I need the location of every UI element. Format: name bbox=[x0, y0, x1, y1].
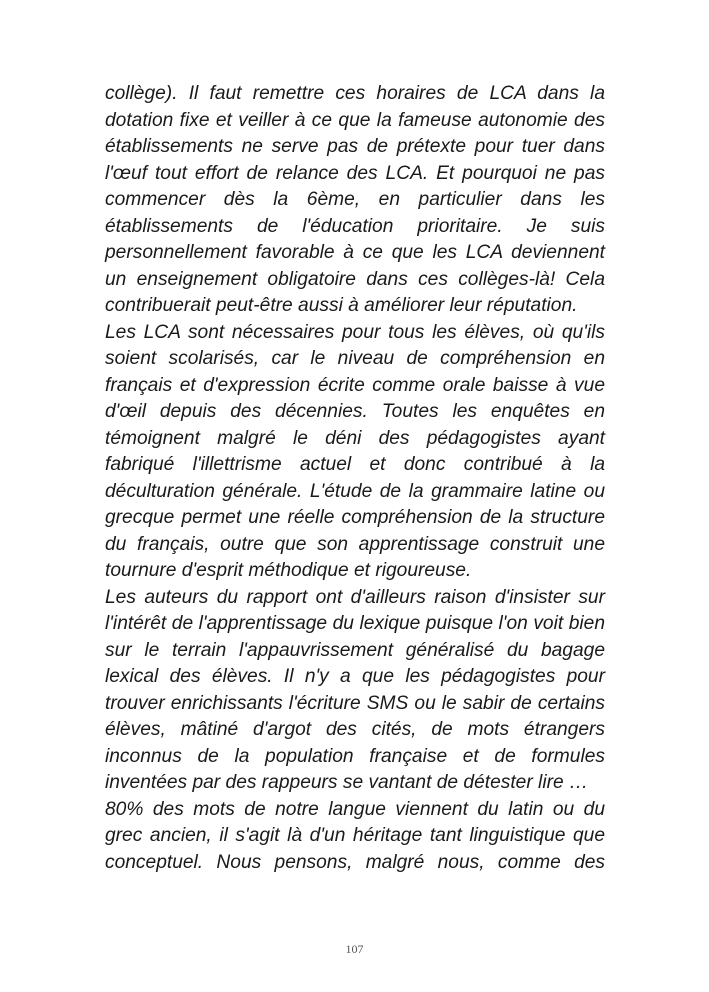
paragraph-3: Les auteurs du rapport ont d'ailleurs raison d'insister sur l'intérêt de l'apprentissage du lexique puisque l'on voit bien sur le terrain l'appauvrissement généralisé du bagage lexical des élèves. Il n'y a que les pédagogistes pour trouver enrichissants l'écriture SMS ou le sabir de certains élèves, mâtiné d'argot des cités, de mots étrangers inconnus de la population française et de formules inventées par des rappeurs se vantant de détester lire … bbox=[105, 586, 605, 793]
page-number: 107 bbox=[345, 942, 364, 956]
paragraph-2: Les LCA sont nécessaires pour tous les élèves, où qu'ils soient scolarisés, car le niveau de compréhension en français et d'expression écrite comme orale baisse à vue d'œil depuis des décennies. Toutes les enquêtes en témoignent malgré le déni des pédagogistes ayant fabriqué l'illettrisme actuel et donc contribué à la déculturation générale. L'étude de la grammaire latine ou grecque permet une réelle compréhension de la structure du français, outre que son apprentissage construit une tournure d'esprit méthodique et rigoureuse. bbox=[105, 321, 605, 581]
paragraph-4: 80% des mots de notre langue viennent du latin ou du grec ancien, il s'agit là d'un héritage tant linguistique que conceptuel. Nous pensons, malgré nous, comme des bbox=[105, 798, 605, 873]
body-text bbox=[105, 81, 605, 876]
paragraph-1: collège). Il faut remettre ces horaires de LCA dans la dotation fixe et veiller à ce que la fameuse autonomie des établissements ne serve pas de prétexte pour tuer dans l'œuf tout effort de relance des LCA. Et pourquoi ne pas commencer dès la 6ème, en particulier dans les établissements de l'éducation prioritaire. Je suis personnellement favorable à ce que les LCA deviennent un enseignement obligatoire dans ces collèges-là! Cela contribuerait peut-être aussi à améliorer leur réputation. bbox=[105, 83, 605, 316]
